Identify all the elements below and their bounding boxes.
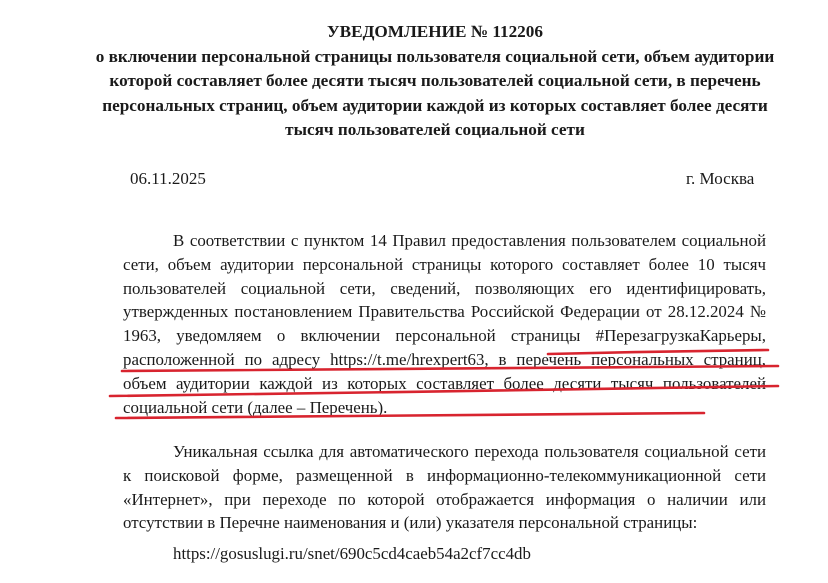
document-subheading: о включении персональной страницы пользователя социальной сети, объем аудитории которой составляет более десяти тысяч пользователей социальной сети, в перечень персональных страниц, объем аудитории каждой из которых составляет более десяти тысяч пользователей социальной сети <box>95 46 775 139</box>
document-city: г. Москва <box>686 169 755 188</box>
unique-link-paragraph: Уникальная ссылка для автоматического перехода пользователя социальной сети к поисковой форме, размещенной в информационно-телекоммуникационной сети «Интернет», при переходе по которой отображается информация о наличии или отсутствии в Перечне наименования и (или) указателя персональной страницы: <box>123 442 766 533</box>
document-heading: УВЕДОМЛЕНИЕ № 112206 <box>327 22 543 41</box>
document-title-block <box>90 20 780 143</box>
notification-paragraph: В соответствии с пунктом 14 Правил предоставления пользователем социальной сети, объем аудитории персональной страницы которого составляет более 10 тысяч пользователей социальной сети, сведений, позволяющих его идентифицировать, утвержденных постановлением Правительства Российской Федерации от 28.12.2024 № 1963, уведомляем о включении персональной страницы #ПерезагрузкаКарьеры, расположенной по адресу https://t.me/hrexpert63, в перечень персональных страниц, объем аудитории каждой из которых составляет более десяти тысяч пользователей социальной сети (далее – Перечень). <box>123 231 766 417</box>
document-date: 06.11.2025 <box>130 169 206 188</box>
gosuslugi-link[interactable]: https://gosuslugi.ru/snet/690c5cd4caeb54a2cf7cc4db <box>173 544 531 563</box>
